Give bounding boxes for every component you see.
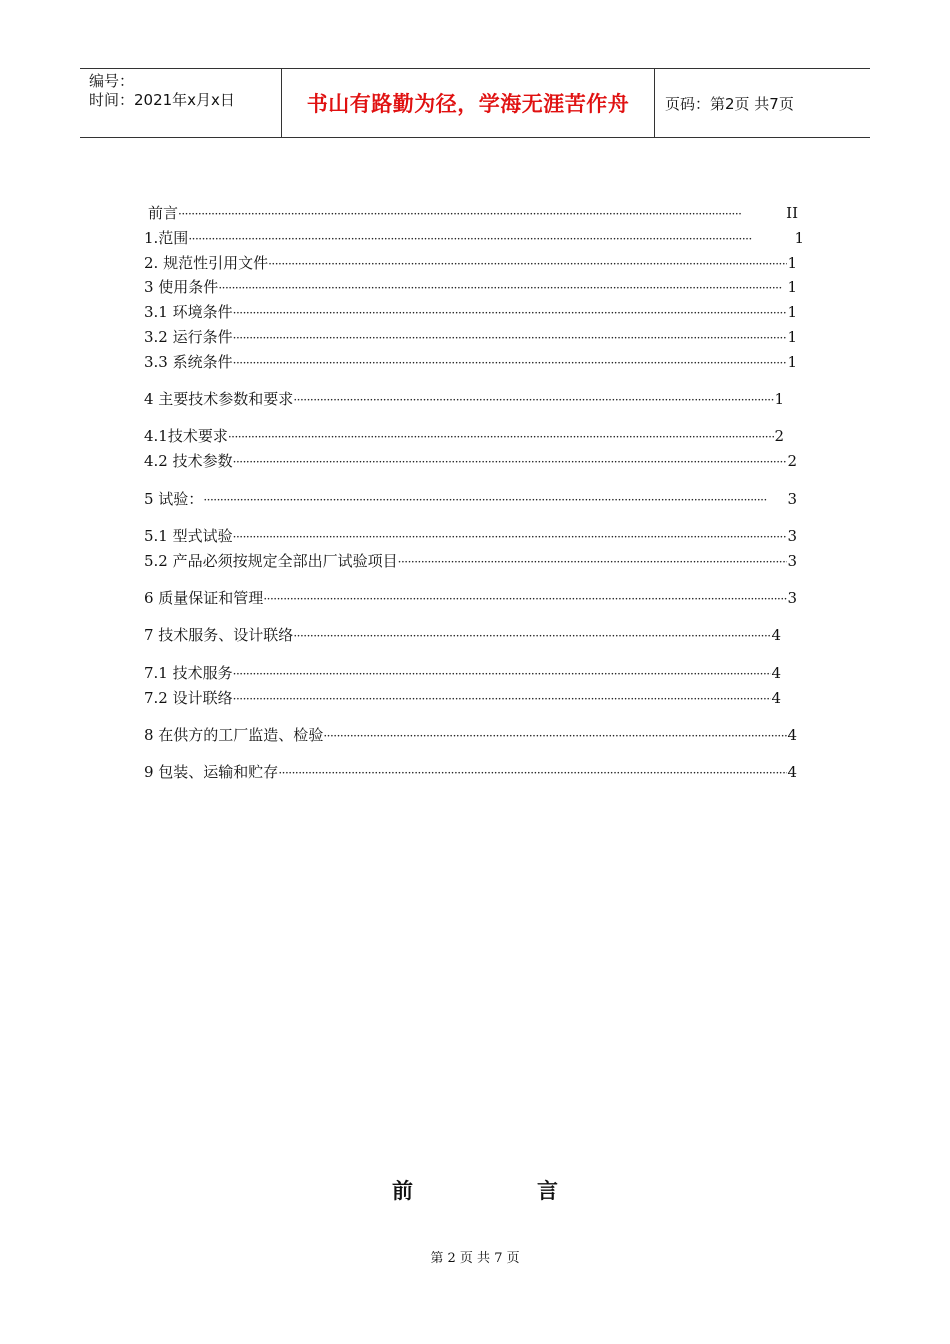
footer-page-number: 第 2 页 共 7 页 (430, 1251, 520, 1266)
toc-entry-page: 1 (774, 390, 784, 408)
toc-leader-dots (233, 530, 788, 544)
toc-entry-page: 3 (787, 490, 797, 508)
toc-entry[interactable] (144, 227, 804, 247)
toc-entry-label: 6 质量保证和管理 (144, 589, 264, 607)
toc-leader-dots (233, 306, 788, 320)
toc-entry-page: 2 (774, 427, 784, 445)
toc-entry[interactable] (144, 587, 797, 607)
toc-entry-label: 3.2 运行条件 (144, 328, 233, 346)
toc-entry[interactable] (144, 624, 781, 644)
document-number-label: 编号： (89, 72, 135, 90)
header-motto: 书山有路勤为径，学海无涯苦作舟 (306, 92, 630, 116)
toc-entry[interactable] (144, 252, 797, 272)
toc-entry-label: 3.3 系统条件 (144, 353, 233, 371)
toc-entry-page: 1 (794, 229, 804, 247)
toc-entry[interactable] (144, 525, 797, 545)
header-motto-cell (282, 69, 655, 137)
toc-entry[interactable] (144, 450, 797, 470)
toc-leader-dots (268, 257, 787, 271)
toc-leader-dots (228, 430, 775, 444)
toc-entry-page: 4 (771, 664, 781, 682)
toc-entry[interactable] (144, 425, 784, 445)
toc-entry-label: 8 在供方的工厂监造、检验 (144, 726, 324, 744)
document-header (80, 68, 870, 138)
toc-entry[interactable] (144, 550, 797, 570)
preface-heading-char: 前 (392, 1179, 413, 1203)
toc-entry-page: 3 (787, 527, 797, 545)
toc-entry-label: 7.1 技术服务 (144, 664, 233, 682)
toc-leader-dots (323, 729, 787, 743)
preface-heading-char: 言 (537, 1179, 558, 1203)
toc-entry[interactable] (144, 326, 797, 346)
toc-entry-page: 4 (771, 626, 781, 644)
toc-leader-dots (233, 331, 788, 345)
toc-leader-dots (233, 356, 788, 370)
toc-leader-dots (188, 232, 794, 246)
header-page-cell (655, 69, 870, 137)
toc-entry-label: 4.2 技术参数 (144, 452, 233, 470)
toc-leader-dots (278, 766, 787, 780)
toc-entry-page: 1 (787, 303, 797, 321)
toc-entry[interactable] (144, 351, 797, 371)
toc-leader-dots (233, 455, 788, 469)
toc-entry-page: 3 (787, 552, 797, 570)
toc-entry-page: 3 (787, 589, 797, 607)
toc-entry[interactable] (144, 301, 797, 321)
toc-entry[interactable] (144, 388, 784, 408)
toc-entry[interactable] (144, 761, 797, 781)
toc-entry-label: 5.1 型式试验 (144, 527, 233, 545)
toc-entry[interactable] (148, 202, 798, 222)
toc-entry-page: 1 (787, 353, 797, 371)
toc-leader-dots (178, 207, 786, 221)
toc-leader-dots (233, 692, 772, 706)
toc-entry-page: 4 (771, 689, 781, 707)
toc-entry-page: II (786, 204, 798, 222)
toc-entry-label: 前言 (148, 204, 179, 222)
toc-entry-label: 4 主要技术参数和要求 (144, 390, 294, 408)
toc-entry-label: 7 技术服务、设计联络 (144, 626, 294, 644)
toc-leader-dots (293, 393, 774, 407)
toc-leader-dots (263, 592, 787, 606)
toc-entry[interactable] (144, 724, 797, 744)
toc-entry[interactable] (144, 662, 781, 682)
toc-leader-dots (293, 629, 771, 643)
page-footer (0, 1247, 950, 1266)
toc-entry-page: 1 (787, 278, 797, 296)
toc-entry[interactable] (144, 276, 797, 296)
toc-entry-page: 2 (787, 452, 797, 470)
toc-leader-dots (233, 667, 772, 681)
toc-leader-dots (218, 281, 787, 295)
document-time-label: 时间：2021年x月x日 (89, 91, 235, 109)
toc-entry-label: 9 包装、运输和贮存 (144, 763, 279, 781)
toc-leader-dots (398, 555, 788, 569)
toc-entry-label: 1.范围 (144, 229, 189, 247)
toc-entry[interactable] (144, 488, 797, 508)
toc-entry-label: 5 试验： (144, 490, 204, 508)
toc-entry-page: 4 (787, 763, 797, 781)
toc-entry-page: 4 (787, 726, 797, 744)
toc-entry-page: 1 (787, 328, 797, 346)
toc-entry[interactable] (144, 687, 781, 707)
toc-entry-label: 3 使用条件 (144, 278, 219, 296)
toc-entry-label: 2. 规范性引用文件 (144, 254, 269, 272)
toc-entry-label: 7.2 设计联络 (144, 689, 233, 707)
toc-entry-label: 4.1技术要求 (144, 427, 228, 445)
toc-entry-label: 5.2 产品必须按规定全部出厂试验项目 (144, 552, 398, 570)
header-page-info: 页码：第2页 共7页 (665, 94, 794, 113)
toc-leader-dots (203, 493, 787, 507)
header-meta-cell (80, 69, 282, 137)
toc-entry-page: 1 (787, 254, 797, 272)
toc-entry-label: 3.1 环境条件 (144, 303, 233, 321)
